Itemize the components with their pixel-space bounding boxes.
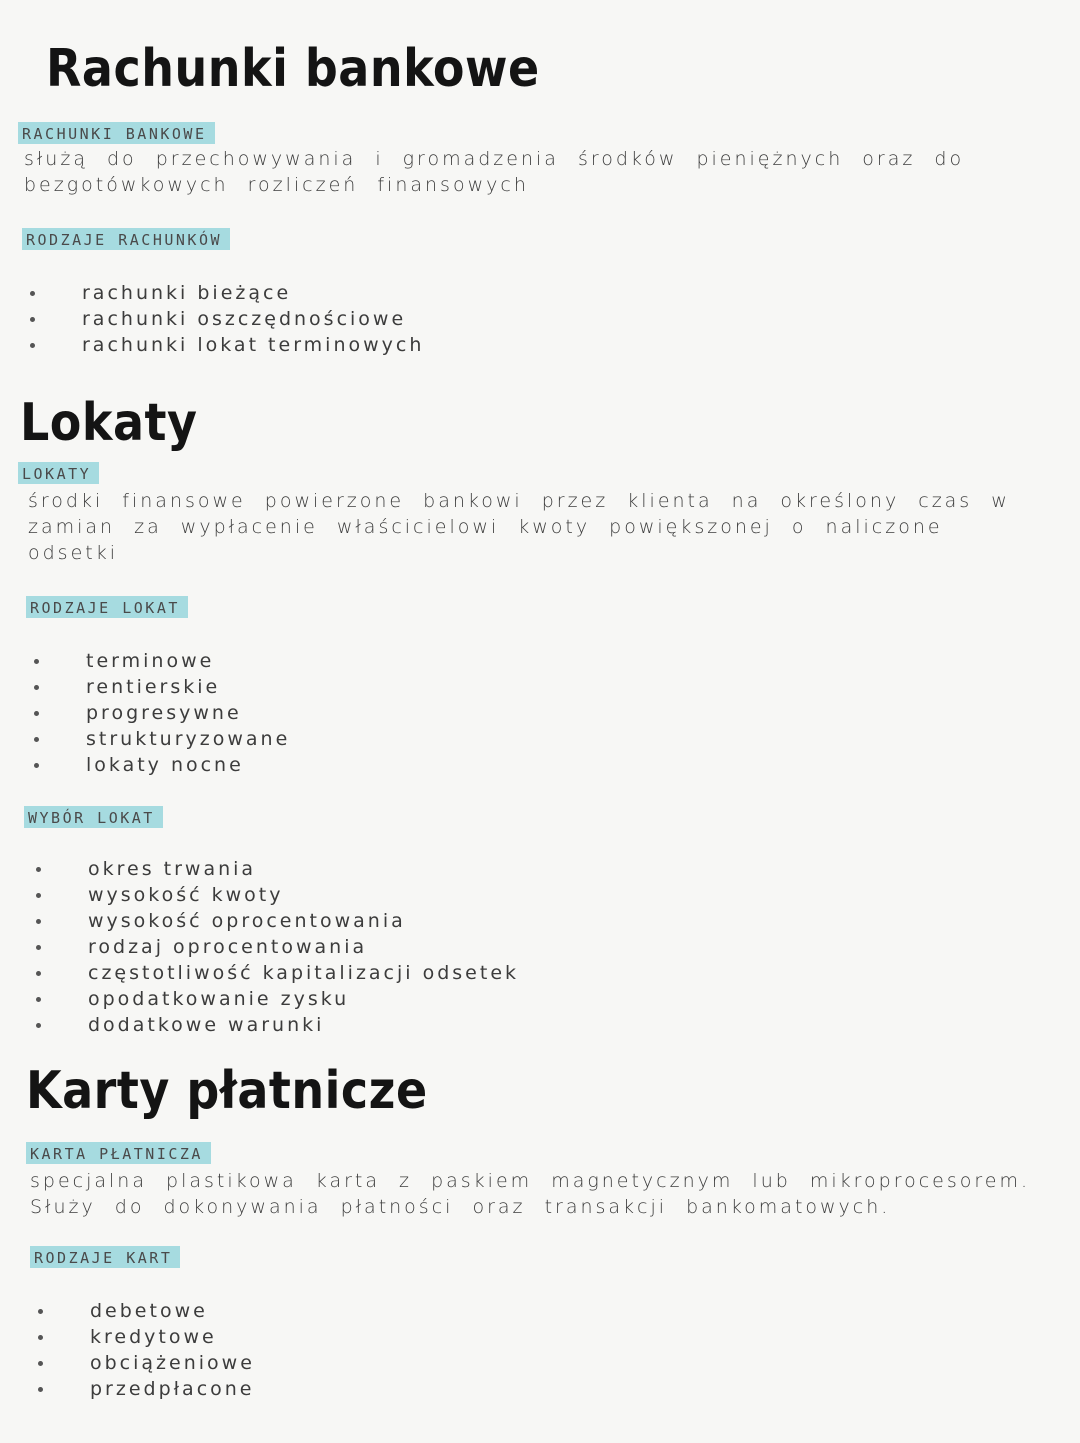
label-karta-platnicza: KARTA PŁATNICZA	[26, 1142, 211, 1164]
bullet-icon	[30, 317, 35, 322]
list-item: dodatkowe warunki	[36, 1012, 519, 1038]
bullet-icon	[36, 867, 41, 872]
list-item: terminowe	[34, 648, 290, 674]
list-item: rachunki lokat terminowych	[30, 332, 424, 358]
list-item: debetowe	[38, 1298, 255, 1324]
list-item: częstotliwość kapitalizacji odsetek	[36, 960, 519, 986]
label-rodzaje-kart: RODZAJE KART	[30, 1246, 180, 1268]
bullet-icon	[38, 1309, 43, 1314]
bullet-icon	[36, 945, 41, 950]
bullet-icon	[34, 685, 39, 690]
list-item: rachunki bieżące	[30, 280, 424, 306]
bullet-icon	[34, 737, 39, 742]
label-rodzaje-lokat: RODZAJE LOKAT	[26, 596, 188, 618]
list-rodzaje-kart	[38, 1298, 255, 1402]
label-wybor-lokat: WYBÓR LOKAT	[24, 806, 163, 828]
bullet-icon	[36, 997, 41, 1002]
bullet-icon	[36, 919, 41, 924]
list-item: wysokość oprocentowania	[36, 908, 519, 934]
label-lokaty: LOKATY	[18, 462, 99, 484]
bullet-icon	[38, 1335, 43, 1340]
list-rodzaje-rachunkow	[30, 280, 424, 358]
bullet-icon	[36, 893, 41, 898]
section-title-lokaty: Lokaty	[20, 392, 198, 453]
list-item: opodatkowanie zysku	[36, 986, 519, 1012]
definition-karta: specjalna plastikowa karta z paskiem magnetycznym lub mikroprocesorem. Służy do dokonywania płatności oraz transakcji bankomatowych.	[30, 1170, 1031, 1218]
list-item: wysokość kwoty	[36, 882, 519, 908]
list-item: progresywne	[34, 700, 290, 726]
bullet-icon	[30, 291, 35, 296]
list-item: okres trwania	[36, 856, 519, 882]
list-item: rentierskie	[34, 674, 290, 700]
list-item: rodzaj oprocentowania	[36, 934, 519, 960]
list-rodzaje-lokat	[34, 648, 290, 778]
bullet-icon	[30, 343, 35, 348]
bullet-icon	[38, 1387, 43, 1392]
definition-lokaty: środki finansowe powierzone bankowi przez klienta na określony czas w zamian za wypłacenie właścicielowi kwoty powiększonej o naliczone odsetki	[28, 490, 1010, 564]
bullet-icon	[34, 659, 39, 664]
bullet-icon	[34, 763, 39, 768]
section-title-rachunki: Rachunki bankowe	[46, 38, 540, 99]
list-item: strukturyzowane	[34, 726, 290, 752]
definition-rachunki: służą do przechowywania i gromadzenia środków pieniężnych oraz do bezgotówkowych rozliczeń finansowych	[24, 148, 965, 196]
list-item: kredytowe	[38, 1324, 255, 1350]
list-item: rachunki oszczędnościowe	[30, 306, 424, 332]
list-wybor-lokat	[36, 856, 519, 1038]
list-item: obciążeniowe	[38, 1350, 255, 1376]
bullet-icon	[34, 711, 39, 716]
bullet-icon	[36, 1023, 41, 1028]
list-item: lokaty nocne	[34, 752, 290, 778]
label-rachunki-bankowe: RACHUNKI BANKOWE	[18, 122, 215, 144]
bullet-icon	[36, 971, 41, 976]
list-item: przedpłacone	[38, 1376, 255, 1402]
section-title-karty: Karty płatnicze	[26, 1060, 428, 1121]
label-rodzaje-rachunkow: RODZAJE RACHUNKÓW	[22, 228, 230, 250]
bullet-icon	[38, 1361, 43, 1366]
